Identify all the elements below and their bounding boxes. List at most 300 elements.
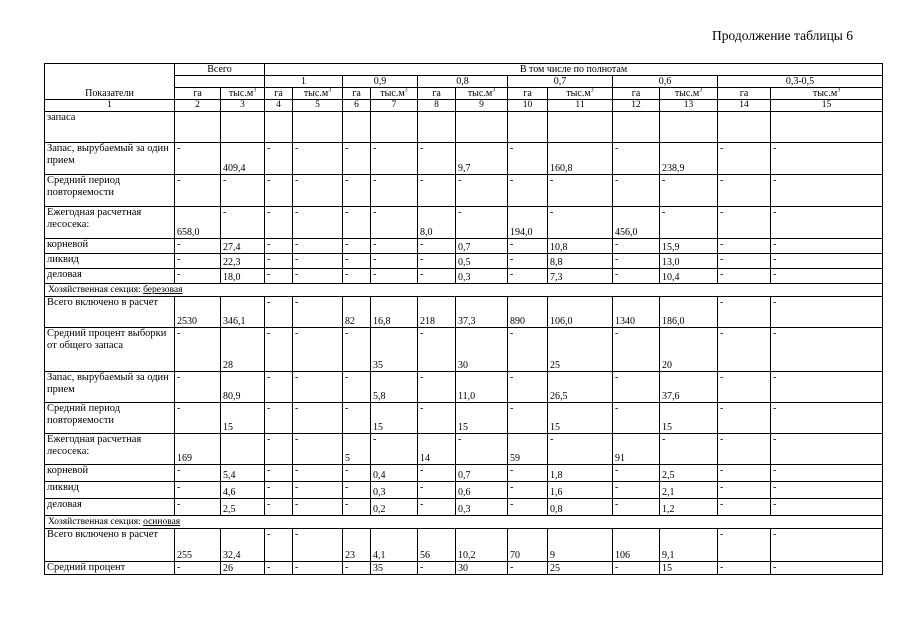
table-cell: 1340 (613, 297, 660, 328)
table-cell: - (175, 328, 221, 372)
table-cell: 346,1 (221, 297, 265, 328)
table-cell: 0,4 (371, 465, 418, 482)
density-header: 0,3-0,5 (718, 76, 883, 88)
table-cell: - (718, 175, 771, 207)
table-cell: - (418, 143, 456, 175)
table-cell: - (265, 529, 293, 562)
indicator-header: Показатели (45, 64, 175, 100)
table-cell: 13,0 (660, 254, 718, 269)
table-cell: 22,3 (221, 254, 265, 269)
table-cell: 91 (613, 434, 660, 465)
table-cell (718, 112, 771, 143)
table-cell (456, 112, 508, 143)
column-number: 12 (613, 100, 660, 112)
table-cell: - (343, 403, 371, 434)
table-cell: - (265, 207, 293, 239)
table-cell: - (718, 403, 771, 434)
total-spacer (175, 76, 265, 88)
table-row (45, 297, 883, 328)
table-cell: 15 (660, 403, 718, 434)
table-body (45, 112, 883, 575)
table-cell: 0,6 (456, 482, 508, 499)
table-cell: 82 (343, 297, 371, 328)
table-cell: - (718, 465, 771, 482)
table-cell: - (771, 529, 883, 562)
table-cell: - (418, 562, 456, 575)
table-cell: - (293, 372, 343, 403)
table-cell (175, 112, 221, 143)
table-cell: - (771, 403, 883, 434)
unit-ha-header: га (343, 88, 371, 100)
table-cell: - (175, 372, 221, 403)
column-number: 11 (548, 100, 613, 112)
table-cell: - (293, 297, 343, 328)
column-number: 15 (771, 100, 883, 112)
table-cell: 28 (221, 328, 265, 372)
table-cell: - (343, 372, 371, 403)
unit-volume-superscript: 3 (492, 87, 496, 94)
table-cell (613, 112, 660, 143)
unit-volume-header (548, 88, 613, 100)
column-number: 13 (660, 100, 718, 112)
forest-table (44, 63, 883, 575)
table-cell: 0,3 (371, 482, 418, 499)
table-cell: - (718, 529, 771, 562)
table-cell: 2530 (175, 297, 221, 328)
total-header: Всего (175, 64, 265, 76)
table-cell: - (293, 465, 343, 482)
table-cell: - (265, 434, 293, 465)
table-cell: 409,4 (221, 143, 265, 175)
table-cell: 5,8 (371, 372, 418, 403)
table-cell: - (771, 434, 883, 465)
table-cell: - (613, 465, 660, 482)
section-name: березовая (143, 285, 183, 295)
column-number: 9 (456, 100, 508, 112)
table-cell: - (265, 372, 293, 403)
table-cell: - (718, 239, 771, 254)
table-cell: - (613, 239, 660, 254)
table-cell: - (771, 372, 883, 403)
section-row (45, 516, 883, 529)
table-cell: - (508, 562, 548, 575)
table-row (45, 239, 883, 254)
row-label: Средний период повторяемости (45, 175, 175, 207)
table-cell: 218 (418, 297, 456, 328)
table-cell: - (508, 175, 548, 207)
table-cell: 14 (418, 434, 456, 465)
table-cell: - (771, 328, 883, 372)
table-cell: - (613, 254, 660, 269)
table-cell: 2,1 (660, 482, 718, 499)
table-cell: 15 (456, 403, 508, 434)
table-cell (371, 112, 418, 143)
table-row (45, 499, 883, 516)
table-cell: - (293, 175, 343, 207)
table-cell: 658,0 (175, 207, 221, 239)
table-cell: - (293, 562, 343, 575)
table-cell: - (175, 175, 221, 207)
table-cell: - (265, 328, 293, 372)
unit-volume-header (456, 88, 508, 100)
table-cell: - (771, 175, 883, 207)
table-cell: - (343, 207, 371, 239)
table-cell: - (371, 207, 418, 239)
table-cell (221, 434, 265, 465)
table-cell: - (265, 465, 293, 482)
row-label: запаса (45, 112, 175, 143)
table-cell: - (418, 175, 456, 207)
table-cell: - (613, 372, 660, 403)
unit-volume-text: тыс.м (380, 88, 405, 99)
column-number: 6 (343, 100, 371, 112)
table-cell: - (771, 254, 883, 269)
table-cell: - (175, 269, 221, 284)
table-cell: - (343, 239, 371, 254)
table-cell: 8,8 (548, 254, 613, 269)
unit-volume-header (293, 88, 343, 100)
column-number: 5 (293, 100, 343, 112)
section-name: осиновая (143, 517, 181, 527)
table-row (45, 207, 883, 239)
table-cell: - (265, 403, 293, 434)
column-number: 3 (221, 100, 265, 112)
table-cell: - (343, 499, 371, 516)
column-number: 7 (371, 100, 418, 112)
table-row (45, 372, 883, 403)
table-cell: 70 (508, 529, 548, 562)
table-cell: 37,3 (456, 297, 508, 328)
table-cell: 7,3 (548, 269, 613, 284)
table-row (45, 529, 883, 562)
row-label: Ежегодная расчетная лесосека: (45, 207, 175, 239)
table-cell: - (508, 239, 548, 254)
table-cell: - (718, 254, 771, 269)
table-cell: - (418, 254, 456, 269)
table-cell: - (221, 175, 265, 207)
table-cell: - (175, 465, 221, 482)
row-label: Запас, вырубаемый за один прием (45, 372, 175, 403)
table-caption: Продолжение таблицы 6 (712, 28, 853, 43)
row-label: Всего включено в расчет (45, 297, 175, 328)
table-cell (660, 112, 718, 143)
table-row (45, 143, 883, 175)
table-cell: - (613, 403, 660, 434)
table-cell: - (718, 372, 771, 403)
unit-volume-header (221, 88, 265, 100)
unit-volume-superscript: 3 (253, 87, 257, 94)
table-cell: 5,4 (221, 465, 265, 482)
table-cell: 160,8 (548, 143, 613, 175)
column-number: 2 (175, 100, 221, 112)
column-number: 14 (718, 100, 771, 112)
row-label: ликвид (45, 254, 175, 269)
unit-volume-superscript: 3 (590, 87, 594, 94)
table-row (45, 465, 883, 482)
table-cell: - (771, 482, 883, 499)
unit-volume-header (371, 88, 418, 100)
table-cell: - (175, 143, 221, 175)
table-cell: 456,0 (613, 207, 660, 239)
table-cell: - (613, 499, 660, 516)
table-cell: - (293, 239, 343, 254)
row-label: Запас, вырубаемый за один прием (45, 143, 175, 175)
unit-volume-text: тыс.м (812, 88, 838, 99)
unit-volume-header (771, 88, 883, 100)
table-cell: - (265, 239, 293, 254)
table-row (45, 269, 883, 284)
table-row (45, 562, 883, 575)
table-cell: 15 (660, 562, 718, 575)
table-cell: 9,1 (660, 529, 718, 562)
table-cell: 8,0 (418, 207, 456, 239)
table-cell: - (613, 269, 660, 284)
table-cell: - (456, 434, 508, 465)
by-density-header: В том числе по полнотам (265, 64, 883, 76)
unit-volume-text: тыс.м (303, 88, 329, 99)
table-cell: - (613, 482, 660, 499)
table-cell: 9,7 (456, 143, 508, 175)
table-cell: - (508, 403, 548, 434)
table-cell: - (508, 143, 548, 175)
table-cell: 0,8 (548, 499, 613, 516)
table-cell: - (293, 143, 343, 175)
table-cell: - (718, 269, 771, 284)
row-label: ликвид (45, 482, 175, 499)
table-cell: - (660, 434, 718, 465)
table-cell: 15 (371, 403, 418, 434)
table-cell: - (293, 254, 343, 269)
row-label: Всего включено в расчет (45, 529, 175, 562)
unit-volume-superscript: 3 (699, 87, 703, 94)
table-cell: 16,8 (371, 297, 418, 328)
column-number: 4 (265, 100, 293, 112)
table-cell: - (771, 207, 883, 239)
table-cell (343, 112, 371, 143)
table-cell: - (548, 175, 613, 207)
table-cell: 4,1 (371, 529, 418, 562)
table-cell: - (175, 482, 221, 499)
table-cell: - (293, 207, 343, 239)
table-cell: 10,8 (548, 239, 613, 254)
table-cell: 10,4 (660, 269, 718, 284)
density-header: 0,7 (508, 76, 613, 88)
table-cell: 26,5 (548, 372, 613, 403)
table-cell: - (718, 328, 771, 372)
section-title (45, 516, 883, 529)
unit-volume-text: тыс.м (467, 88, 493, 99)
density-header: 0,9 (343, 76, 418, 88)
table-cell: 26 (221, 562, 265, 575)
table-cell (771, 112, 883, 143)
table-cell: - (343, 465, 371, 482)
table-cell (508, 112, 548, 143)
table-cell: 4,6 (221, 482, 265, 499)
row-label: Средний процент (45, 562, 175, 575)
table-cell (293, 112, 343, 143)
table-cell: - (613, 143, 660, 175)
table-cell: - (175, 403, 221, 434)
table-cell (221, 112, 265, 143)
table-cell: 37,6 (660, 372, 718, 403)
table-cell: 890 (508, 297, 548, 328)
table-cell: 0,7 (456, 239, 508, 254)
row-label: деловая (45, 269, 175, 284)
table-cell: - (771, 239, 883, 254)
table-cell: 15,9 (660, 239, 718, 254)
table-cell: 18,0 (221, 269, 265, 284)
table-cell: 5 (343, 434, 371, 465)
unit-ha-header: га (508, 88, 548, 100)
unit-volume-text: тыс.м (674, 88, 700, 99)
table-cell: - (771, 143, 883, 175)
column-number: 1 (45, 100, 175, 112)
table-cell: - (418, 465, 456, 482)
column-number: 10 (508, 100, 548, 112)
table-cell: - (718, 562, 771, 575)
table-cell: - (265, 482, 293, 499)
table-cell: - (548, 207, 613, 239)
table-cell: - (418, 372, 456, 403)
table-cell: 106,0 (548, 297, 613, 328)
table-cell: 186,0 (660, 297, 718, 328)
column-number: 8 (418, 100, 456, 112)
table-cell: - (293, 434, 343, 465)
table-cell: - (293, 403, 343, 434)
table-cell: - (265, 269, 293, 284)
table-cell: 56 (418, 529, 456, 562)
row-label: Ежегодная расчетная лесосека: (45, 434, 175, 465)
table-cell: - (343, 562, 371, 575)
table-cell: - (508, 269, 548, 284)
table-cell: - (293, 529, 343, 562)
table-cell: - (371, 175, 418, 207)
table-cell: - (771, 297, 883, 328)
section-title (45, 284, 883, 297)
table-cell: - (175, 499, 221, 516)
table-cell: - (265, 297, 293, 328)
table-cell: 1,8 (548, 465, 613, 482)
table-cell: 106 (613, 529, 660, 562)
table-cell: - (456, 207, 508, 239)
table-cell: 15 (548, 403, 613, 434)
table-cell: 1,2 (660, 499, 718, 516)
table-cell: - (771, 499, 883, 516)
table-cell: - (548, 434, 613, 465)
table-cell: - (265, 254, 293, 269)
table-cell: 9 (548, 529, 613, 562)
table-cell: - (343, 269, 371, 284)
table-cell: - (771, 465, 883, 482)
density-header: 0,6 (613, 76, 718, 88)
section-prefix: Хозяйственная секция: (48, 517, 144, 527)
unit-volume-superscript: 3 (404, 87, 408, 94)
table-cell: - (265, 562, 293, 575)
table-cell: - (371, 269, 418, 284)
table-cell: 20 (660, 328, 718, 372)
table-cell: - (175, 562, 221, 575)
table-cell: 0,3 (456, 269, 508, 284)
table-cell: 80,9 (221, 372, 265, 403)
table-header (45, 64, 883, 112)
table-cell: - (265, 175, 293, 207)
table-cell: 255 (175, 529, 221, 562)
row-label: деловая (45, 499, 175, 516)
table-cell: 0,2 (371, 499, 418, 516)
table-cell: - (221, 207, 265, 239)
table-cell: - (718, 143, 771, 175)
table-cell: - (660, 207, 718, 239)
table-row (45, 112, 883, 143)
table-cell: - (343, 254, 371, 269)
row-label: корневой (45, 465, 175, 482)
table-cell: - (265, 499, 293, 516)
table-cell: - (718, 207, 771, 239)
table-row (45, 434, 883, 465)
unit-volume-text: тыс.м (228, 88, 254, 99)
unit-ha-header: га (265, 88, 293, 100)
table-cell: - (456, 175, 508, 207)
table-cell: - (508, 372, 548, 403)
table-cell: 15 (221, 403, 265, 434)
table-cell: - (343, 175, 371, 207)
table-cell: - (508, 465, 548, 482)
table-cell: - (371, 434, 418, 465)
unit-volume-header (660, 88, 718, 100)
table-cell: 0,3 (456, 499, 508, 516)
table-cell: - (418, 499, 456, 516)
density-header: 1 (265, 76, 343, 88)
table-cell: 35 (371, 562, 418, 575)
row-label: корневой (45, 239, 175, 254)
unit-volume-superscript: 3 (837, 87, 841, 94)
table-cell: - (718, 434, 771, 465)
table-cell: - (418, 482, 456, 499)
table-cell: - (265, 143, 293, 175)
table-cell: - (371, 239, 418, 254)
table-cell: 25 (548, 562, 613, 575)
table-cell (418, 112, 456, 143)
unit-ha-header: га (718, 88, 771, 100)
table-cell: - (175, 239, 221, 254)
table-cell: - (613, 562, 660, 575)
table-row (45, 403, 883, 434)
column-number-row (45, 100, 883, 112)
table-cell: 27,4 (221, 239, 265, 254)
table-cell: - (718, 499, 771, 516)
table-cell: - (293, 482, 343, 499)
table-cell: - (418, 328, 456, 372)
table-cell: 0,7 (456, 465, 508, 482)
table-cell (265, 112, 293, 143)
table-cell: 2,5 (660, 465, 718, 482)
table-cell: - (371, 143, 418, 175)
table-cell: - (293, 269, 343, 284)
table-cell: 1,6 (548, 482, 613, 499)
table-cell: - (613, 175, 660, 207)
table-cell: 23 (343, 529, 371, 562)
table-cell (548, 112, 613, 143)
table-cell: 238,9 (660, 143, 718, 175)
table-cell: - (343, 482, 371, 499)
section-prefix: Хозяйственная секция: (48, 285, 144, 295)
table-cell: 32,4 (221, 529, 265, 562)
unit-volume-superscript: 3 (328, 87, 332, 94)
table-cell: - (418, 403, 456, 434)
table-cell: 35 (371, 328, 418, 372)
table-cell: - (508, 482, 548, 499)
table-cell: - (771, 269, 883, 284)
